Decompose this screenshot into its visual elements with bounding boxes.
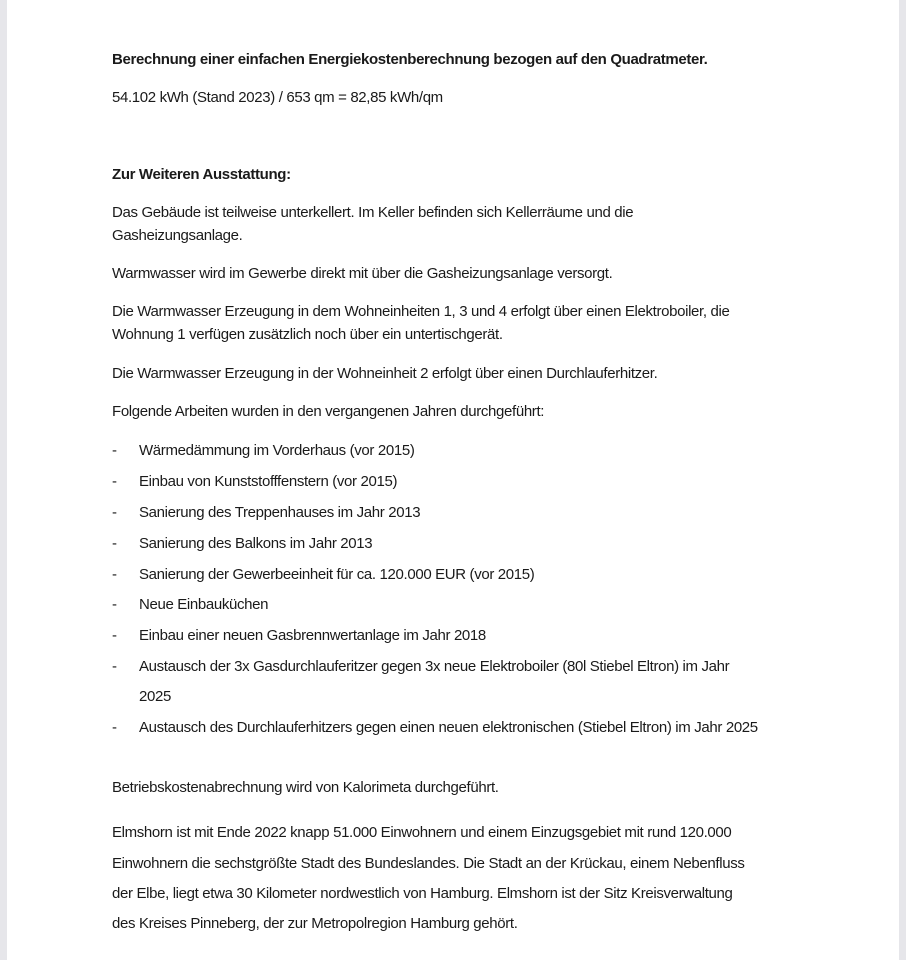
paragraph-gewerbe: Warmwasser wird im Gewerbe direkt mit über die Gasheizungsanlage versorgt.	[112, 265, 613, 282]
paragraph-elmshorn-line-4: des Kreises Pinneberg, der zur Metropolregion Hamburg gehört.	[112, 915, 518, 932]
bullet-dash: -	[112, 658, 117, 675]
list-item-text: Neue Einbauküchen	[139, 596, 269, 613]
document-page	[7, 0, 899, 960]
list-item-text: Einbau von Kunststofffenstern (vor 2015)	[139, 473, 398, 490]
section-title-ausstattung: Zur Weiteren Ausstattung:	[112, 166, 291, 183]
works-intro: Folgende Arbeiten wurden in den vergangenen Jahren durchgeführt:	[112, 403, 545, 420]
paragraph-wohneinheiten-line-1: Die Warmwasser Erzeugung in dem Wohneinheiten 1, 3 und 4 erfolgt über einen Elektroboiler, die	[112, 303, 730, 320]
bullet-dash: -	[112, 627, 117, 644]
paragraph-keller-line-1: Das Gebäude ist teilweise unterkellert. Im Keller befinden sich Kellerräume und die	[112, 204, 634, 221]
paragraph-keller-line-2: Gasheizungsanlage.	[112, 227, 243, 244]
bullet-dash: -	[112, 504, 117, 521]
list-item-text: Austausch der 3x Gasdurchlauferitzer gegen 3x neue Elektroboiler (80l Stiebel Eltron) im Jahr	[139, 658, 730, 675]
paragraph-elmshorn-line-2: Einwohnern die sechstgrößte Stadt des Bundeslandes. Die Stadt an der Krückau, einem Nebenfluss	[112, 855, 745, 872]
bullet-dash: -	[112, 442, 117, 459]
bullet-dash: -	[112, 535, 117, 552]
energy-calculation: 54.102 kWh (Stand 2023) / 653 qm = 82,85 kWh/qm	[112, 89, 443, 106]
bullet-dash: -	[112, 596, 117, 613]
list-item-text-continuation: 2025	[139, 688, 171, 705]
paragraph-elmshorn-line-3: der Elbe, liegt etwa 30 Kilometer nordwestlich von Hamburg. Elmshorn ist der Sitz Kreisverwaltung	[112, 885, 733, 902]
list-item-text: Wärmedämmung im Vorderhaus (vor 2015)	[139, 442, 415, 459]
paragraph-wohneinheiten-line-2: Wohnung 1 verfügen zusätzlich noch über ein untertischgerät.	[112, 326, 503, 343]
bullet-dash: -	[112, 473, 117, 490]
list-item-text: Sanierung des Balkons im Jahr 2013	[139, 535, 373, 552]
bullet-dash: -	[112, 719, 117, 736]
paragraph-wohneinheit-2: Die Warmwasser Erzeugung in der Wohneinheit 2 erfolgt über einen Durchlauferhitzer.	[112, 365, 658, 382]
paragraph-betriebskosten: Betriebskostenabrechnung wird von Kalorimeta durchgeführt.	[112, 779, 499, 796]
paragraph-elmshorn-line-1: Elmshorn ist mit Ende 2022 knapp 51.000 Einwohnern und einem Einzugsgebiet mit rund 120.000	[112, 824, 732, 841]
list-item-text: Austausch des Durchlauferhitzers gegen einen neuen elektronischen (Stiebel Eltron) im Jahr 2025	[139, 719, 758, 736]
document-heading: Berechnung einer einfachen Energiekostenberechnung bezogen auf den Quadratmeter.	[112, 51, 708, 68]
bullet-dash: -	[112, 566, 117, 583]
list-item-text: Einbau einer neuen Gasbrennwertanlage im Jahr 2018	[139, 627, 486, 644]
list-item-text: Sanierung des Treppenhauses im Jahr 2013	[139, 504, 421, 521]
list-item-text: Sanierung der Gewerbeeinheit für ca. 120.000 EUR (vor 2015)	[139, 566, 535, 583]
